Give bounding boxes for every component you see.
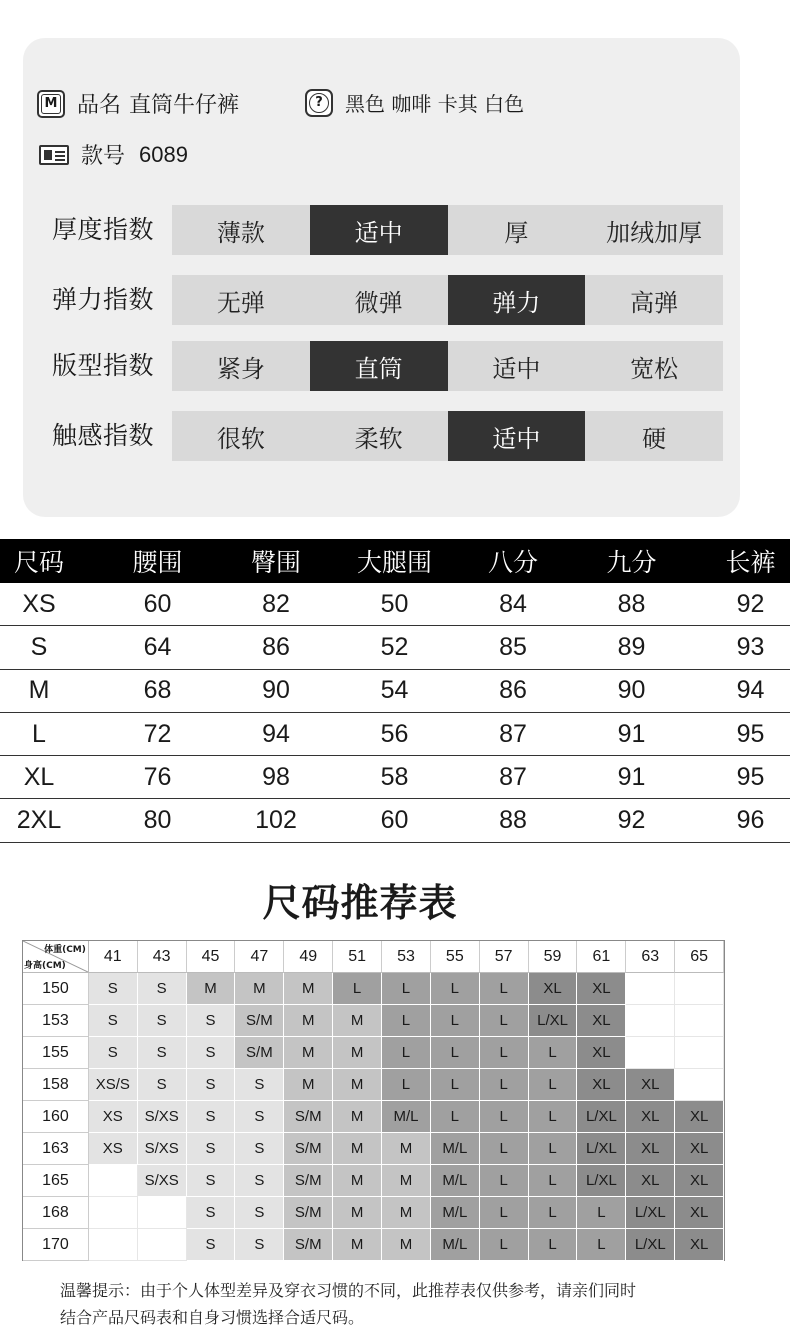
height-header-cell: 170 <box>23 1229 89 1261</box>
recommend-size-cell: S/M <box>284 1165 333 1197</box>
recommend-size-cell: L <box>480 1229 529 1261</box>
table-row <box>0 626 790 669</box>
size-header-cell: 腰围 <box>132 548 183 577</box>
size-value-cell: 76 <box>143 762 172 791</box>
weight-header-cell: 47 <box>235 941 284 973</box>
recommend-size-cell: L <box>480 973 529 1005</box>
index-label: 厚度指数 <box>52 215 155 244</box>
recommend-size-cell: L <box>431 1005 480 1037</box>
recommend-size-cell: L <box>529 1197 578 1229</box>
size-value-cell: 52 <box>380 632 409 661</box>
table-row <box>23 1069 724 1101</box>
height-header-cell: 153 <box>23 1005 89 1037</box>
weight-header-cell: 55 <box>431 941 480 973</box>
size-value-cell: 56 <box>380 719 409 748</box>
size-chart-header <box>0 539 790 583</box>
size-value-cell: 89 <box>617 632 646 661</box>
size-value-cell: 92 <box>617 806 646 835</box>
size-value-cell: 88 <box>617 589 646 618</box>
index-option-selected: 直筒 <box>310 341 448 391</box>
size-header-cell: 大腿围 <box>356 548 432 577</box>
recommend-size-cell: M/L <box>431 1165 480 1197</box>
recommend-empty-cell <box>626 1005 675 1037</box>
index-row <box>23 205 740 255</box>
recommend-size-cell: XL <box>626 1069 675 1101</box>
recommend-size-cell: L <box>431 973 480 1005</box>
name-tag-icon: M <box>37 90 65 118</box>
recommend-size-cell: L <box>480 1037 529 1069</box>
weight-header-cell: 53 <box>382 941 431 973</box>
index-row <box>23 341 740 391</box>
height-header-cell: 160 <box>23 1101 89 1133</box>
index-option: 硬 <box>642 424 667 453</box>
recommend-size-cell: L/XL <box>529 1005 578 1037</box>
recommend-size-cell: M <box>333 1165 382 1197</box>
recommend-empty-cell <box>675 1069 724 1101</box>
recommend-size-cell: S <box>235 1165 284 1197</box>
height-header-cell: 150 <box>23 973 89 1005</box>
recommend-size-cell: S <box>235 1101 284 1133</box>
size-label-cell: M <box>28 676 50 705</box>
table-row <box>23 1197 724 1229</box>
product-colors-value: 黑色 咖啡 卡其 白色 <box>345 92 525 116</box>
recommend-size-cell: L <box>382 1037 431 1069</box>
product-style-line <box>39 139 188 170</box>
recommend-size-cell: S <box>187 1069 236 1101</box>
weight-header-cell: 45 <box>187 941 236 973</box>
recommend-size-cell: L <box>529 1229 578 1261</box>
index-option: 加绒加厚 <box>606 218 703 247</box>
size-header-cell: 长裤 <box>725 548 776 577</box>
size-value-cell: 102 <box>255 806 297 835</box>
product-name-value: 直筒牛仔裤 <box>129 93 240 118</box>
size-value-cell: 98 <box>262 762 290 791</box>
recommend-size-cell: XL <box>577 1069 626 1101</box>
recommend-size-cell: S <box>235 1133 284 1165</box>
recommend-size-cell: L <box>529 1069 578 1101</box>
size-value-cell: 80 <box>143 806 172 835</box>
recommend-size-cell: L <box>333 973 382 1005</box>
recommend-size-cell: L <box>529 1133 578 1165</box>
index-option: 宽松 <box>630 354 679 383</box>
recommend-size-cell: L/XL <box>577 1133 626 1165</box>
height-header-cell: 155 <box>23 1037 89 1069</box>
size-value-cell: 86 <box>262 632 290 661</box>
index-option: 薄款 <box>216 218 265 247</box>
recommend-size-cell: S <box>89 1037 138 1069</box>
recommend-size-cell: M/L <box>431 1229 480 1261</box>
index-option: 适中 <box>492 354 541 383</box>
recommend-size-cell: M <box>284 1037 333 1069</box>
recommend-size-cell: S/M <box>284 1197 333 1229</box>
table-row <box>23 1037 724 1069</box>
index-scale <box>172 275 723 325</box>
size-label-cell: XL <box>23 762 55 791</box>
style-number-label: 款号 <box>81 144 126 169</box>
table-row <box>0 713 790 756</box>
size-recommend-table <box>22 940 725 1261</box>
recommend-size-cell: M <box>284 1005 333 1037</box>
index-option: 微弹 <box>354 288 403 317</box>
recommend-size-cell: XL <box>675 1165 724 1197</box>
recommend-size-cell: M <box>333 1133 382 1165</box>
recommend-size-cell: S <box>187 1037 236 1069</box>
size-value-cell: 64 <box>143 632 172 661</box>
recommend-size-cell: S <box>187 1101 236 1133</box>
recommend-size-cell: L <box>431 1069 480 1101</box>
product-name-line <box>37 88 239 119</box>
height-header-cell: 163 <box>23 1133 89 1165</box>
index-option-selected: 适中 <box>310 205 448 255</box>
table-row <box>23 1133 724 1165</box>
size-value-cell: 60 <box>380 806 409 835</box>
table-row <box>23 1165 724 1197</box>
recommend-size-cell: M <box>284 1069 333 1101</box>
table-row <box>0 799 790 842</box>
recommend-size-cell: M <box>333 1101 382 1133</box>
size-value-cell: 90 <box>262 676 290 705</box>
size-value-cell: 58 <box>380 762 409 791</box>
size-value-cell: 96 <box>736 806 765 835</box>
size-value-cell: 87 <box>499 762 527 791</box>
index-option-selected: 适中 <box>448 411 586 461</box>
product-info-card <box>23 38 740 517</box>
recommend-size-cell: S <box>138 1069 187 1101</box>
weight-header-cell: 59 <box>529 941 578 973</box>
recommend-size-cell: M/L <box>431 1197 480 1229</box>
recommend-weight-header <box>23 941 724 973</box>
size-header-cell: 尺码 <box>13 548 64 577</box>
table-row <box>23 973 724 1005</box>
size-value-cell: 91 <box>617 762 646 791</box>
recommend-size-cell: L <box>480 1005 529 1037</box>
recommend-size-cell: M <box>333 1197 382 1229</box>
recommend-size-cell: M <box>333 1037 382 1069</box>
recommend-size-cell: L/XL <box>577 1101 626 1133</box>
recommend-empty-cell <box>675 973 724 1005</box>
id-card-icon <box>39 145 69 165</box>
size-chart-table <box>0 539 790 843</box>
index-option: 很软 <box>216 424 265 453</box>
recommend-size-cell: XL <box>675 1101 724 1133</box>
recommend-size-cell: S <box>138 1005 187 1037</box>
recommend-size-cell: S <box>89 973 138 1005</box>
recommend-size-cell: S <box>235 1069 284 1101</box>
recommend-size-cell: S/XS <box>138 1133 187 1165</box>
recommend-size-cell: XL <box>626 1165 675 1197</box>
recommend-size-cell: M <box>284 973 333 1005</box>
size-value-cell: 50 <box>380 589 409 618</box>
recommend-empty-cell <box>138 1229 187 1261</box>
table-row <box>0 756 790 799</box>
recommend-size-cell: S/M <box>235 1005 284 1037</box>
table-row <box>23 1229 724 1261</box>
color-question-icon: ? <box>305 89 333 117</box>
index-option: 紧身 <box>216 354 265 383</box>
tips-note <box>60 1277 760 1331</box>
index-option: 高弹 <box>630 288 679 317</box>
recommend-size-cell: M <box>333 1069 382 1101</box>
recommend-empty-cell <box>89 1165 138 1197</box>
recommend-size-cell: XL <box>577 973 626 1005</box>
index-scale <box>172 341 723 391</box>
recommend-size-cell: L/XL <box>577 1165 626 1197</box>
size-value-cell: 87 <box>499 719 527 748</box>
recommend-size-cell: L <box>529 1037 578 1069</box>
index-scale <box>172 411 723 461</box>
size-header-cell: 九分 <box>606 548 657 577</box>
recommend-size-cell: M/L <box>382 1101 431 1133</box>
recommend-empty-cell <box>675 1037 724 1069</box>
recommend-empty-cell <box>626 973 675 1005</box>
recommend-size-cell: XL <box>626 1133 675 1165</box>
recommend-corner-cell <box>23 941 89 973</box>
recommend-size-cell: M <box>333 1005 382 1037</box>
recommend-size-cell: M <box>235 973 284 1005</box>
index-row <box>23 275 740 325</box>
recommend-size-cell: L <box>480 1133 529 1165</box>
size-value-cell: 72 <box>143 719 172 748</box>
recommend-size-cell: S/M <box>284 1101 333 1133</box>
recommend-size-cell: M <box>382 1165 431 1197</box>
size-value-cell: 88 <box>499 806 527 835</box>
weight-header-cell: 57 <box>480 941 529 973</box>
size-label-cell: XS <box>22 589 56 618</box>
recommend-size-cell: L <box>382 973 431 1005</box>
size-value-cell: 95 <box>736 719 765 748</box>
size-value-cell: 54 <box>380 676 409 705</box>
recommend-size-cell: L <box>577 1229 626 1261</box>
height-axis-label: 身高(CM) <box>24 961 66 971</box>
recommend-size-cell: XS <box>89 1133 138 1165</box>
index-option: 厚 <box>504 218 529 247</box>
recommend-size-cell: S <box>235 1229 284 1261</box>
recommend-size-cell: L/XL <box>626 1229 675 1261</box>
size-label-cell: S <box>30 632 48 661</box>
size-value-cell: 86 <box>499 676 527 705</box>
recommend-size-cell: L <box>480 1165 529 1197</box>
index-option: 柔软 <box>354 424 403 453</box>
recommend-size-cell: L <box>577 1197 626 1229</box>
recommend-empty-cell <box>626 1037 675 1069</box>
recommend-size-cell: S <box>138 973 187 1005</box>
table-row <box>0 670 790 713</box>
recommend-size-cell: L <box>480 1197 529 1229</box>
recommend-size-cell: S <box>187 1165 236 1197</box>
index-row <box>23 411 740 461</box>
recommend-size-cell: S <box>187 1133 236 1165</box>
size-header-cell: 八分 <box>487 548 538 577</box>
recommend-size-cell: M <box>382 1229 431 1261</box>
recommend-empty-cell <box>138 1197 187 1229</box>
size-label-cell: L <box>32 719 46 748</box>
recommend-size-cell: XL <box>577 1005 626 1037</box>
recommend-size-cell: XL <box>675 1197 724 1229</box>
recommend-size-cell: L <box>431 1101 480 1133</box>
weight-header-cell: 51 <box>333 941 382 973</box>
weight-header-cell: 41 <box>89 941 138 973</box>
weight-header-cell: 63 <box>626 941 675 973</box>
recommend-size-cell: M <box>333 1229 382 1261</box>
size-value-cell: 94 <box>262 719 290 748</box>
recommend-size-cell: S <box>187 1229 236 1261</box>
recommend-size-cell: M <box>382 1197 431 1229</box>
recommend-size-cell: S <box>187 1005 236 1037</box>
recommend-size-cell: XL <box>675 1229 724 1261</box>
recommend-body <box>23 973 724 1261</box>
height-header-cell: 165 <box>23 1165 89 1197</box>
recommend-size-cell: S <box>187 1197 236 1229</box>
weight-header-cell: 65 <box>675 941 724 973</box>
recommend-size-cell: L <box>529 1101 578 1133</box>
recommend-size-cell: S <box>89 1005 138 1037</box>
size-chart-body <box>0 583 790 843</box>
recommend-size-cell: XL <box>529 973 578 1005</box>
size-value-cell: 82 <box>262 589 290 618</box>
size-value-cell: 85 <box>499 632 527 661</box>
size-value-cell: 92 <box>736 589 765 618</box>
recommend-size-cell: L <box>480 1101 529 1133</box>
recommend-size-cell: XL <box>675 1133 724 1165</box>
tips-line-1: 温馨提示：由于个人体型差异及穿衣习惯的不同，此推荐表仅供参考，请亲们同时 <box>60 1281 637 1300</box>
recommend-empty-cell <box>675 1005 724 1037</box>
size-value-cell: 91 <box>617 719 646 748</box>
recommend-empty-cell <box>89 1197 138 1229</box>
size-value-cell: 84 <box>499 589 527 618</box>
index-option-selected: 弹力 <box>448 275 586 325</box>
recommend-size-cell: S <box>138 1037 187 1069</box>
index-label: 弹力指数 <box>52 285 155 314</box>
recommend-empty-cell <box>89 1229 138 1261</box>
table-row <box>23 1005 724 1037</box>
recommend-size-cell: XS <box>89 1101 138 1133</box>
size-value-cell: 68 <box>143 676 172 705</box>
recommend-size-cell: XL <box>626 1101 675 1133</box>
index-label: 版型指数 <box>52 351 155 380</box>
product-colors-line <box>305 88 524 117</box>
index-option: 无弹 <box>216 288 265 317</box>
recommend-size-cell: L <box>382 1069 431 1101</box>
weight-header-cell: 43 <box>138 941 187 973</box>
size-value-cell: 90 <box>617 676 646 705</box>
index-scale <box>172 205 723 255</box>
height-header-cell: 168 <box>23 1197 89 1229</box>
index-label: 触感指数 <box>52 421 155 450</box>
recommend-size-cell: L <box>480 1069 529 1101</box>
recommend-size-cell: L <box>382 1005 431 1037</box>
weight-header-cell: 61 <box>577 941 626 973</box>
table-row <box>23 1101 724 1133</box>
recommend-size-cell: S/XS <box>138 1101 187 1133</box>
recommend-size-cell: L/XL <box>626 1197 675 1229</box>
recommend-size-cell: M/L <box>431 1133 480 1165</box>
recommend-size-cell: M <box>187 973 236 1005</box>
table-row <box>0 583 790 626</box>
size-value-cell: 60 <box>143 589 172 618</box>
product-name-label: 品名 <box>77 93 122 118</box>
size-value-cell: 93 <box>736 632 765 661</box>
height-header-cell: 158 <box>23 1069 89 1101</box>
recommend-size-cell: XS/S <box>89 1069 138 1101</box>
size-header-cell: 臀围 <box>250 548 301 577</box>
size-value-cell: 95 <box>736 762 765 791</box>
weight-header-cell: 49 <box>284 941 333 973</box>
recommend-size-cell: S/M <box>235 1037 284 1069</box>
size-value-cell: 94 <box>736 676 765 705</box>
recommend-title: 尺码推荐表 <box>262 881 458 925</box>
style-number-value: 6089 <box>139 141 188 167</box>
recommend-size-cell: S <box>235 1197 284 1229</box>
recommend-size-cell: S/M <box>284 1229 333 1261</box>
weight-axis-label: 体重(CM) <box>44 945 86 955</box>
size-label-cell: 2XL <box>16 806 62 835</box>
recommend-size-cell: L <box>431 1037 480 1069</box>
recommend-size-cell: L <box>529 1165 578 1197</box>
tips-line-2: 结合产品尺码表和自身习惯选择合适尺码。 <box>60 1308 365 1327</box>
recommend-size-cell: S/XS <box>138 1165 187 1197</box>
recommend-size-cell: S/M <box>284 1133 333 1165</box>
recommend-size-cell: XL <box>577 1037 626 1069</box>
recommend-size-cell: M <box>382 1133 431 1165</box>
